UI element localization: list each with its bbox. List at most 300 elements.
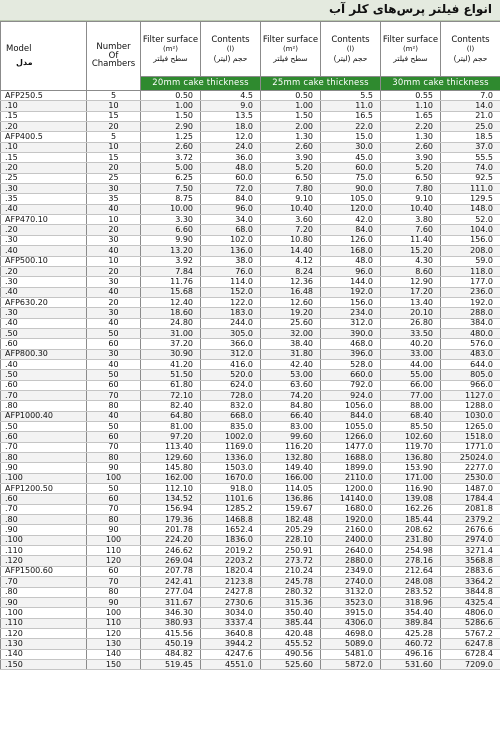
surface-30-cell: 162.26 — [381, 504, 441, 514]
table-row — [1, 297, 500, 307]
chambers-cell: 90 — [87, 597, 141, 607]
contents-fa: حجم (لیتر) — [333, 53, 368, 63]
model-cell: .20 — [1, 266, 87, 276]
contents-25-cell: 11.0 — [321, 101, 381, 111]
chambers-cell: 40 — [87, 287, 141, 297]
surface-30-cell: 153.90 — [381, 463, 441, 473]
model-cell: .10 — [1, 142, 87, 152]
contents-25-cell: 1055.0 — [321, 422, 381, 432]
surface-20-cell: 13.20 — [141, 246, 201, 256]
surface-30-cell: 185.44 — [381, 515, 441, 525]
surface-25-cell: 42.40 — [261, 359, 321, 369]
table-row — [1, 122, 500, 132]
contents-20-cell: 832.0 — [201, 401, 261, 411]
model-cell: AFP800.30 — [1, 349, 87, 359]
model-cell: .80 — [1, 587, 87, 597]
surface-25-cell: 16.48 — [261, 287, 321, 297]
surface-30-cell: 4.30 — [381, 256, 441, 266]
contents-30-cell: 2883.6 — [441, 566, 500, 576]
surface-30-cell: 10.40 — [381, 204, 441, 214]
model-cell: .70 — [1, 504, 87, 514]
contents-header-25 — [321, 22, 381, 77]
surface-30-cell: 136.80 — [381, 453, 441, 463]
surface-20-cell: 156.94 — [141, 504, 201, 514]
contents-30-cell: 4806.0 — [441, 608, 500, 618]
model-cell: .90 — [1, 463, 87, 473]
surface-20-cell: 5.00 — [141, 163, 201, 173]
contents-20-cell: 76.0 — [201, 266, 261, 276]
contents-20-cell: 60.0 — [201, 173, 261, 183]
contents-30-cell: 288.0 — [441, 308, 500, 318]
contents-20-cell: 918.0 — [201, 484, 261, 494]
surface-30-cell: 460.72 — [381, 639, 441, 649]
contents-20-cell: 835.0 — [201, 422, 261, 432]
surface-30-cell: 496.16 — [381, 649, 441, 659]
contents-25-cell: 144.0 — [321, 277, 381, 287]
chambers-cell: 150 — [87, 659, 141, 669]
surface-20-cell: 207.78 — [141, 566, 201, 576]
surface-30-cell: 20.10 — [381, 308, 441, 318]
table-row — [1, 328, 500, 338]
contents-20-cell: 9.0 — [201, 101, 261, 111]
surface-20-cell: 7.50 — [141, 184, 201, 194]
chambers-cell: 130 — [87, 639, 141, 649]
surface-25-cell: 63.60 — [261, 380, 321, 390]
contents-30-cell: 111.0 — [441, 184, 500, 194]
model-header-fa: مدل — [16, 58, 33, 68]
surface-25-cell: 8.24 — [261, 266, 321, 276]
contents-30-cell: 2379.2 — [441, 515, 500, 525]
contents-20-cell: 1285.2 — [201, 504, 261, 514]
model-cell: AFP470.10 — [1, 215, 87, 225]
model-cell: .60 — [1, 494, 87, 504]
contents-20-cell: 136.0 — [201, 246, 261, 256]
contents-30-cell: 92.5 — [441, 173, 500, 183]
surface-30-cell: 17.20 — [381, 287, 441, 297]
contents-20-cell: 2730.6 — [201, 597, 261, 607]
contents-25-cell: 42.0 — [321, 215, 381, 225]
contents-25-cell: 48.0 — [321, 256, 381, 266]
model-cell: .80 — [1, 401, 87, 411]
contents-30-cell: 14.0 — [441, 101, 500, 111]
surface-30-cell: 119.70 — [381, 442, 441, 452]
contents-30-cell: 148.0 — [441, 204, 500, 214]
chambers-cell: 40 — [87, 318, 141, 328]
surface-25-cell: 1.50 — [261, 111, 321, 121]
contents-20-cell: 2019.2 — [201, 546, 261, 556]
surface-30-cell: 44.00 — [381, 359, 441, 369]
chambers-cell: 80 — [87, 453, 141, 463]
model-cell: .110 — [1, 546, 87, 556]
contents-30-cell: 2676.6 — [441, 525, 500, 535]
thickness-30-header: 30mm cake thickness — [381, 77, 500, 91]
surface-30-cell: 33.00 — [381, 349, 441, 359]
chambers-cell: 80 — [87, 401, 141, 411]
table-row — [1, 597, 500, 607]
contents-30-cell: 129.5 — [441, 194, 500, 204]
surface-30-cell: 248.08 — [381, 577, 441, 587]
surface-25-cell: 455.52 — [261, 639, 321, 649]
contents-30-cell: 1771.0 — [441, 442, 500, 452]
contents-25-cell: 312.0 — [321, 318, 381, 328]
surface-25-cell: 280.32 — [261, 587, 321, 597]
contents-25-cell: 1688.0 — [321, 453, 381, 463]
contents-30-cell: 118.0 — [441, 266, 500, 276]
contents-25-cell: 192.0 — [321, 287, 381, 297]
chambers-cell: 40 — [87, 359, 141, 369]
contents-20-cell: 1101.6 — [201, 494, 261, 504]
contents-30-cell: 2277.0 — [441, 463, 500, 473]
contents-20-cell: 3337.4 — [201, 618, 261, 628]
contents-label: Contents — [211, 35, 250, 45]
chambers-header-l1: Number — [96, 42, 131, 53]
contents-30-cell: 966.0 — [441, 380, 500, 390]
surface-30-cell: 7.80 — [381, 184, 441, 194]
chambers-cell: 50 — [87, 328, 141, 338]
surface-20-cell: 246.62 — [141, 546, 201, 556]
filter-surface-label: Filter surface — [142, 35, 199, 45]
chambers-cell: 90 — [87, 463, 141, 473]
contents-30-cell: 25024.0 — [441, 453, 500, 463]
surface-25-cell: 53.00 — [261, 370, 321, 380]
table-row — [1, 504, 500, 514]
surface-20-cell: 1.50 — [141, 111, 201, 121]
contents-25-cell: 15.0 — [321, 132, 381, 142]
surface-25-cell: 385.44 — [261, 618, 321, 628]
contents-25-cell: 1477.0 — [321, 442, 381, 452]
chambers-cell: 70 — [87, 577, 141, 587]
contents-25-cell: 528.0 — [321, 359, 381, 369]
contents-20-cell: 3034.0 — [201, 608, 261, 618]
contents-20-cell: 312.0 — [201, 349, 261, 359]
contents-20-cell: 624.0 — [201, 380, 261, 390]
contents-25-cell: 2880.0 — [321, 556, 381, 566]
contents-30-cell: 236.0 — [441, 287, 500, 297]
chambers-cell: 70 — [87, 390, 141, 400]
contents-30-cell: 104.0 — [441, 225, 500, 235]
filter-surface-unit: (m²) — [162, 44, 179, 53]
table-row — [1, 463, 500, 473]
table-row — [1, 370, 500, 380]
contents-30-cell: 7.0 — [441, 91, 500, 101]
model-cell: .40 — [1, 204, 87, 214]
surface-30-cell: 66.00 — [381, 380, 441, 390]
surface-20-cell: 145.80 — [141, 463, 201, 473]
chambers-cell: 10 — [87, 101, 141, 111]
surface-30-cell: 102.60 — [381, 432, 441, 442]
surface-20-cell: 10.00 — [141, 204, 201, 214]
surface-20-cell: 3.72 — [141, 153, 201, 163]
surface-30-cell: 212.64 — [381, 566, 441, 576]
contents-30-cell: 18.5 — [441, 132, 500, 142]
surface-25-cell: 38.40 — [261, 339, 321, 349]
chambers-cell: 100 — [87, 608, 141, 618]
surface-20-cell: 61.80 — [141, 380, 201, 390]
surface-25-cell: 166.00 — [261, 473, 321, 483]
contents-20-cell: 38.0 — [201, 256, 261, 266]
filter-surface-fa: سطح فیلتر — [393, 53, 428, 63]
contents-20-cell: 244.0 — [201, 318, 261, 328]
surface-25-cell: 205.29 — [261, 525, 321, 535]
chambers-cell: 15 — [87, 111, 141, 121]
chambers-cell: 120 — [87, 628, 141, 638]
contents-25-cell: 924.0 — [321, 390, 381, 400]
model-cell: .30 — [1, 308, 87, 318]
contents-25-cell: 2640.0 — [321, 546, 381, 556]
chambers-cell: 140 — [87, 649, 141, 659]
contents-20-cell: 728.0 — [201, 390, 261, 400]
table-row — [1, 453, 500, 463]
model-cell: .90 — [1, 525, 87, 535]
chambers-cell: 60 — [87, 494, 141, 504]
surface-25-cell: 10.40 — [261, 204, 321, 214]
table-row — [1, 91, 500, 101]
surface-25-cell: 136.86 — [261, 494, 321, 504]
contents-20-cell: 96.0 — [201, 204, 261, 214]
contents-20-cell: 72.0 — [201, 184, 261, 194]
filter-surface-fa: سطح فیلتر — [273, 53, 308, 63]
contents-30-cell: 5286.6 — [441, 618, 500, 628]
table-row — [1, 401, 500, 411]
chambers-cell: 120 — [87, 556, 141, 566]
surface-30-cell: 3.90 — [381, 153, 441, 163]
model-cell: .25 — [1, 173, 87, 183]
contents-20-cell: 1503.0 — [201, 463, 261, 473]
contents-25-cell: 396.0 — [321, 349, 381, 359]
contents-25-cell: 90.0 — [321, 184, 381, 194]
contents-25-cell: 234.0 — [321, 308, 381, 318]
chambers-cell: 30 — [87, 235, 141, 245]
surface-30-cell: 425.28 — [381, 628, 441, 638]
table-row — [1, 432, 500, 442]
surface-25-cell: 182.48 — [261, 515, 321, 525]
surface-20-cell: 2.90 — [141, 122, 201, 132]
contents-20-cell: 34.0 — [201, 215, 261, 225]
table-row — [1, 215, 500, 225]
contents-25-cell: 2110.0 — [321, 473, 381, 483]
contents-25-cell: 2349.0 — [321, 566, 381, 576]
table-row — [1, 484, 500, 494]
surface-25-cell: 74.20 — [261, 390, 321, 400]
surface-20-cell: 179.36 — [141, 515, 201, 525]
model-cell: .80 — [1, 453, 87, 463]
surface-20-cell: 519.45 — [141, 659, 201, 669]
surface-30-cell: 33.50 — [381, 328, 441, 338]
table-row — [1, 339, 500, 349]
thickness-20-header: 20mm cake thickness — [141, 77, 261, 91]
surface-30-cell: 88.00 — [381, 401, 441, 411]
chambers-header-l3: Chambers — [91, 59, 136, 70]
contents-25-cell: 1200.0 — [321, 484, 381, 494]
surface-25-cell: 31.80 — [261, 349, 321, 359]
surface-20-cell: 18.60 — [141, 308, 201, 318]
contents-20-cell: 668.0 — [201, 411, 261, 421]
contents-25-cell: 168.0 — [321, 246, 381, 256]
contents-30-cell: 576.0 — [441, 339, 500, 349]
contents-20-cell: 1820.4 — [201, 566, 261, 576]
surface-20-cell: 113.40 — [141, 442, 201, 452]
surface-25-cell: 12.36 — [261, 277, 321, 287]
contents-20-cell: 18.0 — [201, 122, 261, 132]
table-row — [1, 411, 500, 421]
surface-30-cell: 55.00 — [381, 370, 441, 380]
contents-30-cell: 52.0 — [441, 215, 500, 225]
surface-20-cell: 6.60 — [141, 225, 201, 235]
table-row — [1, 111, 500, 121]
chambers-cell: 10 — [87, 142, 141, 152]
chambers-cell: 70 — [87, 504, 141, 514]
table-row — [1, 546, 500, 556]
surface-20-cell: 81.00 — [141, 422, 201, 432]
table-row — [1, 256, 500, 266]
contents-30-cell: 1288.0 — [441, 401, 500, 411]
contents-30-cell: 25.0 — [441, 122, 500, 132]
surface-30-cell: 85.50 — [381, 422, 441, 432]
chambers-cell: 35 — [87, 194, 141, 204]
contents-25-cell: 2740.0 — [321, 577, 381, 587]
chambers-cell: 60 — [87, 339, 141, 349]
table-row — [1, 390, 500, 400]
contents-30-cell: 3364.2 — [441, 577, 500, 587]
filter-surface-header-30 — [381, 22, 441, 77]
contents-header-20 — [201, 22, 261, 77]
table-row — [1, 153, 500, 163]
contents-25-cell: 1899.0 — [321, 463, 381, 473]
surface-20-cell: 201.78 — [141, 525, 201, 535]
surface-25-cell: 19.20 — [261, 308, 321, 318]
model-cell: .20 — [1, 163, 87, 173]
surface-20-cell: 12.40 — [141, 297, 201, 307]
surface-25-cell: 32.00 — [261, 328, 321, 338]
surface-25-cell: 159.67 — [261, 504, 321, 514]
contents-unit: (l) — [226, 44, 235, 53]
contents-20-cell: 1670.0 — [201, 473, 261, 483]
chambers-cell: 20 — [87, 297, 141, 307]
surface-20-cell: 24.80 — [141, 318, 201, 328]
contents-30-cell: 480.0 — [441, 328, 500, 338]
contents-20-cell: 1002.0 — [201, 432, 261, 442]
contents-25-cell: 844.0 — [321, 411, 381, 421]
chambers-cell: 80 — [87, 587, 141, 597]
contents-25-cell: 5481.0 — [321, 649, 381, 659]
model-cell: AFP1200.50 — [1, 484, 87, 494]
model-cell: .50 — [1, 422, 87, 432]
filter-press-table — [0, 21, 500, 670]
model-header — [1, 22, 87, 91]
surface-20-cell: 134.52 — [141, 494, 201, 504]
surface-30-cell: 0.55 — [381, 91, 441, 101]
surface-30-cell: 40.20 — [381, 339, 441, 349]
contents-25-cell: 16.5 — [321, 111, 381, 121]
contents-20-cell: 520.0 — [201, 370, 261, 380]
contents-30-cell: 192.0 — [441, 297, 500, 307]
surface-25-cell: 25.60 — [261, 318, 321, 328]
model-cell: .80 — [1, 515, 87, 525]
surface-30-cell: 389.84 — [381, 618, 441, 628]
surface-30-cell: 3.80 — [381, 215, 441, 225]
contents-25-cell: 75.0 — [321, 173, 381, 183]
model-cell: AFP1500.60 — [1, 566, 87, 576]
contents-20-cell: 183.0 — [201, 308, 261, 318]
surface-25-cell: 315.36 — [261, 597, 321, 607]
surface-20-cell: 72.10 — [141, 390, 201, 400]
surface-30-cell: 68.40 — [381, 411, 441, 421]
surface-25-cell: 116.20 — [261, 442, 321, 452]
surface-30-cell: 12.90 — [381, 277, 441, 287]
surface-25-cell: 3.90 — [261, 153, 321, 163]
model-cell: .20 — [1, 225, 87, 235]
contents-20-cell: 2203.2 — [201, 556, 261, 566]
contents-20-cell: 1836.0 — [201, 535, 261, 545]
surface-25-cell: 14.40 — [261, 246, 321, 256]
table-row — [1, 359, 500, 369]
contents-25-cell: 3132.0 — [321, 587, 381, 597]
surface-20-cell: 97.20 — [141, 432, 201, 442]
contents-20-cell: 1468.8 — [201, 515, 261, 525]
table-row — [1, 577, 500, 587]
chambers-cell: 30 — [87, 184, 141, 194]
contents-25-cell: 126.0 — [321, 235, 381, 245]
contents-25-cell: 4306.0 — [321, 618, 381, 628]
contents-header-30 — [441, 22, 500, 77]
contents-20-cell: 305.0 — [201, 328, 261, 338]
chambers-cell: 110 — [87, 618, 141, 628]
surface-20-cell: 415.56 — [141, 628, 201, 638]
contents-30-cell: 1265.0 — [441, 422, 500, 432]
chambers-cell: 100 — [87, 473, 141, 483]
filter-surface-label: Filter surface — [262, 35, 319, 45]
chambers-cell: 50 — [87, 422, 141, 432]
surface-20-cell: 7.84 — [141, 266, 201, 276]
table-row — [1, 566, 500, 576]
surface-25-cell: 245.78 — [261, 577, 321, 587]
contents-30-cell: 2081.8 — [441, 504, 500, 514]
surface-25-cell: 12.60 — [261, 297, 321, 307]
chambers-cell: 60 — [87, 432, 141, 442]
contents-25-cell: 468.0 — [321, 339, 381, 349]
table-row — [1, 628, 500, 638]
contents-30-cell: 55.5 — [441, 153, 500, 163]
contents-20-cell: 3944.2 — [201, 639, 261, 649]
contents-30-cell: 21.0 — [441, 111, 500, 121]
surface-30-cell: 7.60 — [381, 225, 441, 235]
model-cell: .100 — [1, 535, 87, 545]
table-row — [1, 380, 500, 390]
chambers-cell: 60 — [87, 566, 141, 576]
surface-20-cell: 380.93 — [141, 618, 201, 628]
contents-20-cell: 84.0 — [201, 194, 261, 204]
contents-label: Contents — [451, 35, 490, 45]
model-cell: .70 — [1, 442, 87, 452]
surface-25-cell: 132.80 — [261, 453, 321, 463]
model-cell: .60 — [1, 432, 87, 442]
contents-30-cell: 384.0 — [441, 318, 500, 328]
model-cell: .50 — [1, 328, 87, 338]
contents-20-cell: 2123.8 — [201, 577, 261, 587]
contents-30-cell: 74.0 — [441, 163, 500, 173]
surface-20-cell: 37.20 — [141, 339, 201, 349]
contents-20-cell: 1336.0 — [201, 453, 261, 463]
contents-30-cell: 1518.0 — [441, 432, 500, 442]
contents-30-cell: 37.0 — [441, 142, 500, 152]
chambers-cell: 20 — [87, 122, 141, 132]
surface-20-cell: 2.60 — [141, 142, 201, 152]
table-row — [1, 142, 500, 152]
model-header-label: Model — [6, 43, 32, 54]
surface-30-cell: 2.20 — [381, 122, 441, 132]
contents-label: Contents — [331, 35, 370, 45]
surface-20-cell: 51.50 — [141, 370, 201, 380]
